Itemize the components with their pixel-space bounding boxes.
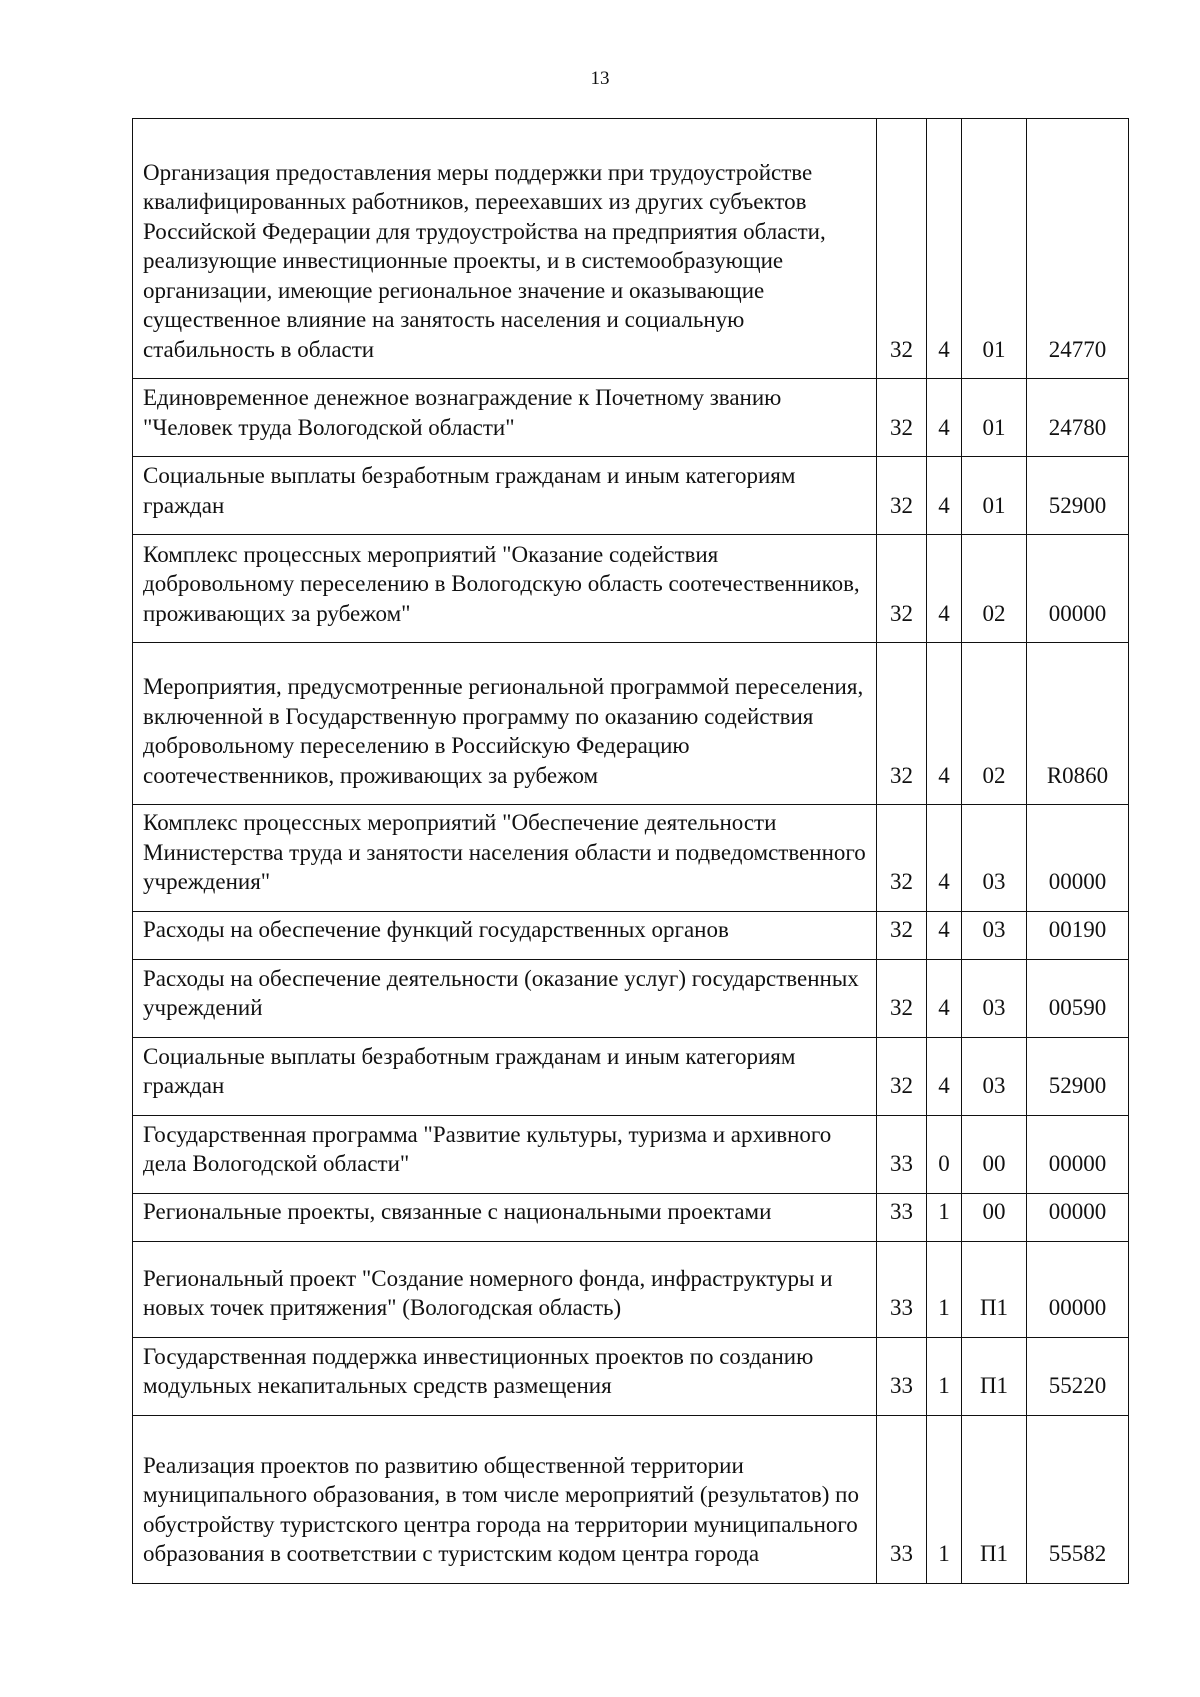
row-code-direction: 52900: [1027, 457, 1129, 535]
row-code-type: 0: [927, 1115, 962, 1193]
row-name: Реализация проектов по развитию общественной территории муниципального образования, в том числе мероприятий (результатов) по обустройству туристского центра города на территории муниципального образования в соответствии с туристским кодом центра города: [133, 1415, 877, 1583]
row-code-direction: 55220: [1027, 1337, 1129, 1415]
row-code-type: 1: [927, 1415, 962, 1583]
table-row: [133, 1193, 1129, 1241]
row-code-subprogram: 03: [962, 959, 1027, 1037]
row-code-program: 33: [877, 1193, 927, 1241]
row-code-type: 4: [927, 535, 962, 643]
table-row: [133, 1241, 1129, 1337]
row-code-type: 4: [927, 959, 962, 1037]
row-code-type: 4: [927, 457, 962, 535]
row-code-type: 4: [927, 911, 962, 959]
row-code-program: 32: [877, 119, 927, 379]
row-code-subprogram: 03: [962, 805, 1027, 912]
table-row: [133, 1037, 1129, 1115]
row-code-type: 4: [927, 119, 962, 379]
row-code-direction: 00000: [1027, 1115, 1129, 1193]
row-code-type: 4: [927, 379, 962, 457]
table-row: [133, 535, 1129, 643]
row-name: Комплекс процессных мероприятий "Оказание содействия добровольному переселению в Вологодскую область соотечественников, проживающих за рубежом": [133, 535, 877, 643]
row-code-program: 33: [877, 1115, 927, 1193]
table-row: [133, 911, 1129, 959]
row-code-subprogram: 00: [962, 1115, 1027, 1193]
row-code-subprogram: 00: [962, 1193, 1027, 1241]
row-code-direction: R0860: [1027, 643, 1129, 805]
row-name: Социальные выплаты безработным гражданам и иным категориям граждан: [133, 457, 877, 535]
row-name: Государственная программа "Развитие культуры, туризма и архивного дела Вологодской области": [133, 1115, 877, 1193]
row-code-subprogram: 02: [962, 643, 1027, 805]
row-name: Единовременное денежное вознаграждение к Почетному званию "Человек труда Вологодской области": [133, 379, 877, 457]
row-code-direction: 00590: [1027, 959, 1129, 1037]
row-code-subprogram: 01: [962, 457, 1027, 535]
table-row: [133, 959, 1129, 1037]
row-name: Расходы на обеспечение деятельности (оказание услуг) государственных учреждений: [133, 959, 877, 1037]
row-name: Мероприятия, предусмотренные региональной программой переселения, включенной в Государственную программу по оказанию содействия добровольному переселению в Российскую Федерацию соотечественников, проживающих за рубежом: [133, 643, 877, 805]
table-row: [133, 379, 1129, 457]
row-code-subprogram: 01: [962, 379, 1027, 457]
row-code-direction: 00000: [1027, 1193, 1129, 1241]
table-row: [133, 1115, 1129, 1193]
row-code-program: 32: [877, 1037, 927, 1115]
table-row: [133, 1415, 1129, 1583]
row-code-program: 32: [877, 911, 927, 959]
row-code-program: 32: [877, 535, 927, 643]
row-name: Расходы на обеспечение функций государственных органов: [133, 911, 877, 959]
row-code-subprogram: П1: [962, 1415, 1027, 1583]
row-code-subprogram: 01: [962, 119, 1027, 379]
row-code-subprogram: 02: [962, 535, 1027, 643]
row-name: Региональный проект "Создание номерного фонда, инфраструктуры и новых точек притяжения" (Вологодская область): [133, 1241, 877, 1337]
row-code-subprogram: П1: [962, 1337, 1027, 1415]
row-code-program: 32: [877, 805, 927, 912]
table-row: [133, 1337, 1129, 1415]
row-name: Социальные выплаты безработным гражданам и иным категориям граждан: [133, 1037, 877, 1115]
row-code-direction: 00000: [1027, 805, 1129, 912]
row-name: Региональные проекты, связанные с национальными проектами: [133, 1193, 877, 1241]
row-code-direction: 24770: [1027, 119, 1129, 379]
row-code-type: 1: [927, 1337, 962, 1415]
row-code-type: 4: [927, 643, 962, 805]
row-code-program: 32: [877, 959, 927, 1037]
row-code-subprogram: П1: [962, 1241, 1027, 1337]
table-row: [133, 805, 1129, 912]
page-number: 13: [590, 68, 610, 89]
row-code-direction: 24780: [1027, 379, 1129, 457]
table-row: [133, 643, 1129, 805]
row-code-type: 4: [927, 1037, 962, 1115]
row-code-program: 32: [877, 643, 927, 805]
row-code-direction: 00000: [1027, 1241, 1129, 1337]
row-name: Организация предоставления меры поддержки при трудоустройстве квалифицированных работников, переехавших из других субъектов Российской Федерации для трудоустройства на предприятия области, реализующие инвестиционные проекты, и в системообразующие организации, имеющие региональное значение и оказывающие существенное влияние на занятость населения и социальную стабильность в области: [133, 119, 877, 379]
table-row: [133, 119, 1129, 379]
row-code-type: 1: [927, 1193, 962, 1241]
row-code-direction: 55582: [1027, 1415, 1129, 1583]
row-code-program: 32: [877, 457, 927, 535]
row-code-direction: 52900: [1027, 1037, 1129, 1115]
row-code-program: 32: [877, 379, 927, 457]
row-code-subprogram: 03: [962, 911, 1027, 959]
row-code-program: 33: [877, 1241, 927, 1337]
row-code-subprogram: 03: [962, 1037, 1027, 1115]
row-code-program: 33: [877, 1415, 927, 1583]
row-name: Комплекс процессных мероприятий "Обеспечение деятельности Министерства труда и занятости населения области и подведомственного учреждения": [133, 805, 877, 912]
row-code-type: 1: [927, 1241, 962, 1337]
row-code-type: 4: [927, 805, 962, 912]
row-code-program: 33: [877, 1337, 927, 1415]
budget-classification-table: [132, 118, 1129, 1584]
row-name: Государственная поддержка инвестиционных проектов по созданию модульных некапитальных средств размещения: [133, 1337, 877, 1415]
row-code-direction: 00190: [1027, 911, 1129, 959]
row-code-direction: 00000: [1027, 535, 1129, 643]
table-row: [133, 457, 1129, 535]
